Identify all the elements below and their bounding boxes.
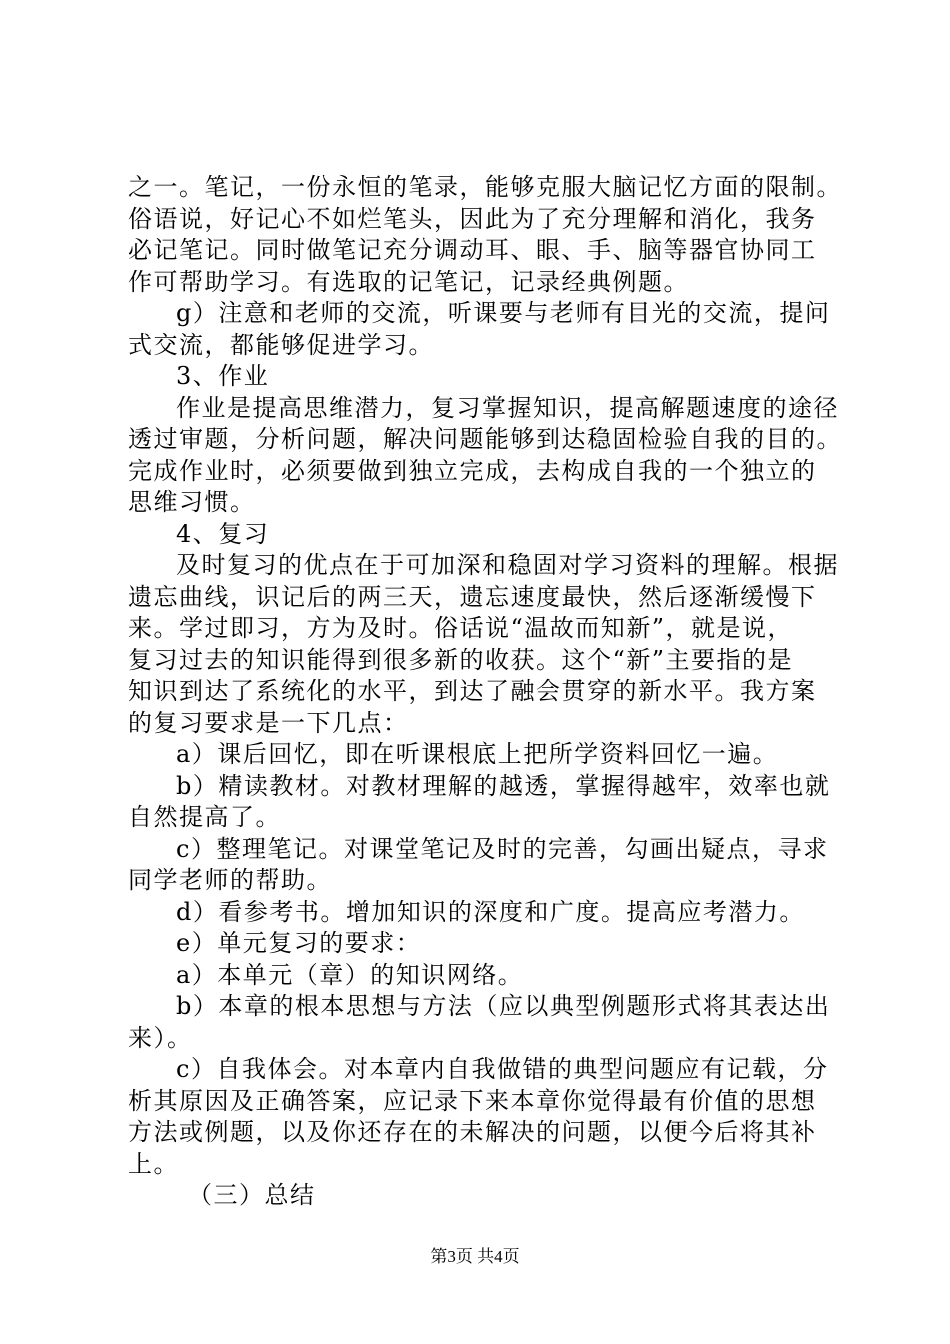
text-line: b）本章的根本思想与方法（应以典型例题形式将其表达出	[176, 992, 831, 1020]
text-line: b）精读教材。对教材理解的越透，掌握得越牢，效率也就	[176, 771, 831, 800]
page-footer: 第3页 共4页	[430, 1247, 520, 1266]
document-body	[128, 172, 848, 1212]
text-line: 必记笔记。同时做笔记充分调动耳、眼、手、脑等器官协同工	[128, 236, 817, 264]
text-line: 来。学过即习，方为及时。俗话说“温故而知新”，就是说，	[128, 614, 794, 642]
text-line: c）整理笔记。对课堂笔记及时的完善，勾画出疑点，寻求	[176, 834, 829, 863]
text-line: a）课后回忆，即在听课根底上把所学资料回忆一遍。	[176, 740, 779, 768]
text-line: 的复习要求是一下几点：	[128, 708, 409, 737]
text-line: 俗语说，好记心不如烂笔头，因此为了充分理解和消化，我务	[128, 204, 817, 233]
text-line: 及时复习的优点在于可加深和稳固对学习资料的理解。根据	[176, 551, 839, 579]
text-line: 作业是提高思维潜力，复习掌握知识，提高解题速度的途径	[176, 393, 839, 422]
section-heading-review: 4、复习	[176, 519, 270, 548]
text-line: 同学老师的帮助。	[128, 866, 332, 894]
text-line: 完成作业时，必须要做到独立完成，去构成自我的一个独立的	[128, 456, 817, 485]
text-line: c）自我体会。对本章内自我做错的典型问题应有记载，分	[176, 1055, 829, 1083]
text-line: 式交流，都能够促进学习。	[128, 330, 434, 359]
section-heading-homework: 3、作业	[176, 362, 270, 390]
text-line: 知识到达了系统化的水平，到达了融会贯穿的新水平。我方案	[128, 677, 817, 705]
text-line: 自然提高了。	[128, 803, 281, 831]
text-line: 来）。	[128, 1023, 193, 1052]
text-line: a）本单元（章）的知识网络。	[176, 960, 524, 989]
text-line: 析其原因及正确答案，应记录下来本章你觉得最有价值的思想	[128, 1086, 817, 1115]
text-line: 上。	[128, 1149, 179, 1178]
text-line: d）看参考书。增加知识的深度和广度。提高应考潜力。	[176, 897, 805, 926]
text-line: 遗忘曲线，识记后的两三天，遗忘速度最快，然后逐渐缓慢下	[128, 582, 817, 611]
text-line: g）注意和老师的交流，听课要与老师有目光的交流，提问	[176, 299, 831, 327]
text-line: 复习过去的知识能得到很多新的收获。这个“新”主要指的是	[128, 645, 794, 674]
text-line: 作可帮助学习。有选取的记笔记，记录经典例题。	[128, 267, 689, 296]
text-line: e）单元复习的要求：	[176, 929, 422, 957]
text-line: 方法或例题，以及你还存在的未解决的问题，以便今后将其补	[128, 1118, 817, 1146]
text-line: 透过审题，分析问题，解决问题能够到达稳固检验自我的目的。	[128, 425, 842, 453]
text-line: 思维习惯。	[128, 488, 256, 516]
section-heading-summary: （三）总结	[188, 1181, 316, 1209]
text-line: 之一。笔记，一份永恒的笔录，能够克服大脑记忆方面的限制。	[128, 173, 842, 201]
